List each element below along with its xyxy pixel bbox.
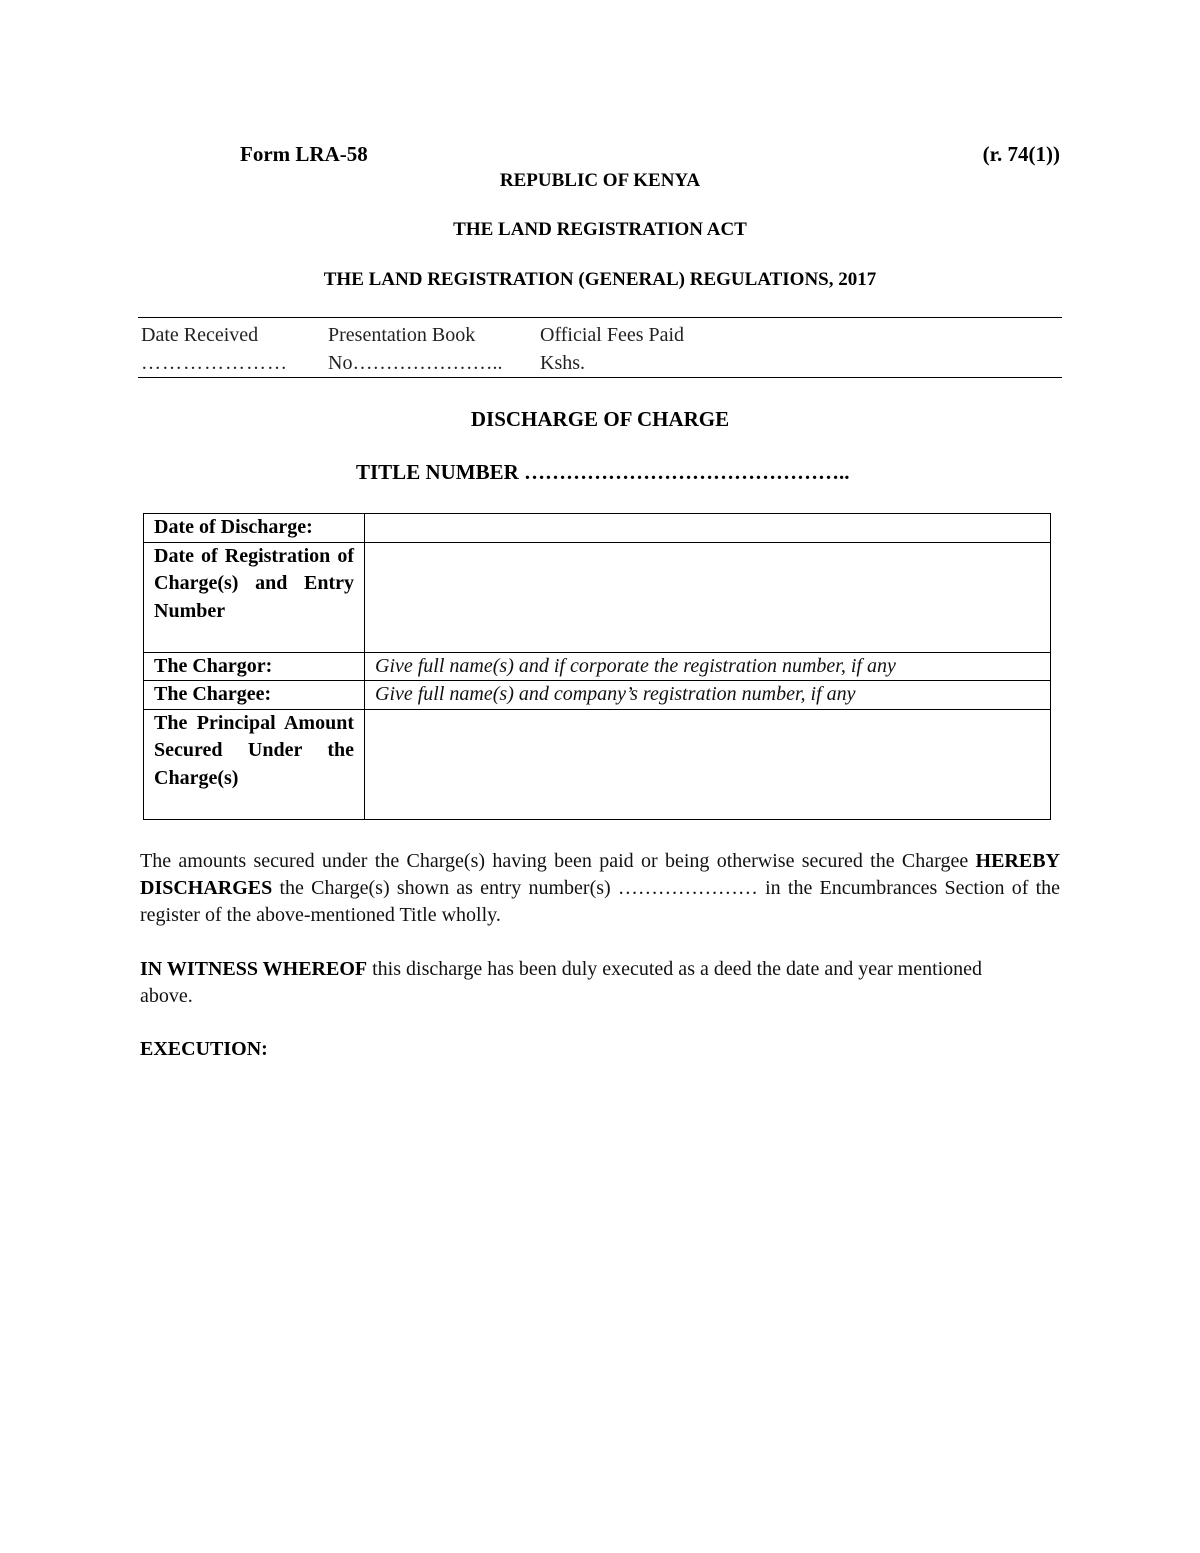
chargor-field[interactable]: Give full name(s) and if corporate the registration number, if any: [365, 652, 1051, 681]
details-table: [143, 513, 1051, 820]
date-received-block: [141, 321, 288, 377]
discharge-bold: HEREBY DISCHARGES: [140, 850, 1060, 899]
table-row: [144, 709, 1051, 819]
top-divider: [138, 317, 1062, 318]
row-label: The Chargor:: [144, 652, 365, 681]
row-label: The Principal Amount Secured Under the Charge(s): [144, 709, 365, 819]
principal-amount-field[interactable]: [365, 709, 1051, 819]
discharge-text-b: the Charge(s) shown as entry number(s) ………………… in the Encumbrances Section of the register of the above-mentioned Title wholly.: [140, 877, 1060, 926]
document-title: DISCHARGE OF CHARGE: [470, 407, 730, 431]
presentation-book-block: [328, 321, 502, 377]
form-number: Form LRA-58: [240, 142, 368, 166]
date-received-field[interactable]: …………………: [141, 352, 288, 374]
execution-heading: EXECUTION:: [140, 1038, 268, 1060]
witness-bold: IN WITNESS WHEREOF: [140, 958, 368, 980]
table-row: [144, 681, 1051, 710]
bottom-divider: [138, 377, 1062, 378]
fees-block: [540, 321, 684, 377]
presentation-book-label: Presentation Book: [328, 324, 476, 346]
table-row: [144, 652, 1051, 681]
title-number-field[interactable]: TITLE NUMBER ………………………………………..: [356, 460, 850, 484]
registration-date-field[interactable]: [365, 542, 1051, 652]
row-label: Date of Discharge:: [144, 514, 365, 543]
row-label: Date of Registration of Charge(s) and Entry Number: [144, 542, 365, 652]
table-row: [144, 514, 1051, 543]
witness-paragraph: [140, 956, 1000, 1010]
date-received-label: Date Received: [141, 324, 259, 346]
fees-label: Official Fees Paid: [540, 324, 685, 346]
table-row: [144, 542, 1051, 652]
heading-act: THE LAND REGISTRATION ACT: [453, 219, 747, 240]
witness-text: this discharge has been duly executed as a deed the date and year mentioned above.: [140, 958, 983, 1007]
heading-republic: REPUBLIC OF KENYA: [499, 170, 701, 191]
discharge-text-a: The amounts secured under the Charge(s) having been paid or being otherwise secured the Chargee: [140, 850, 976, 872]
presentation-book-field[interactable]: No…………………..: [328, 352, 503, 374]
fees-field[interactable]: Kshs.: [540, 352, 586, 374]
rule-reference: (r. 74(1)): [982, 142, 1060, 166]
chargee-field[interactable]: Give full name(s) and company’s registration number, if any: [365, 681, 1051, 710]
discharge-paragraph: [140, 848, 1060, 929]
heading-regulations: THE LAND REGISTRATION (GENERAL) REGULATIONS, 2017: [323, 269, 877, 290]
row-label: The Chargee:: [144, 681, 365, 710]
date-of-discharge-field[interactable]: [365, 514, 1051, 543]
